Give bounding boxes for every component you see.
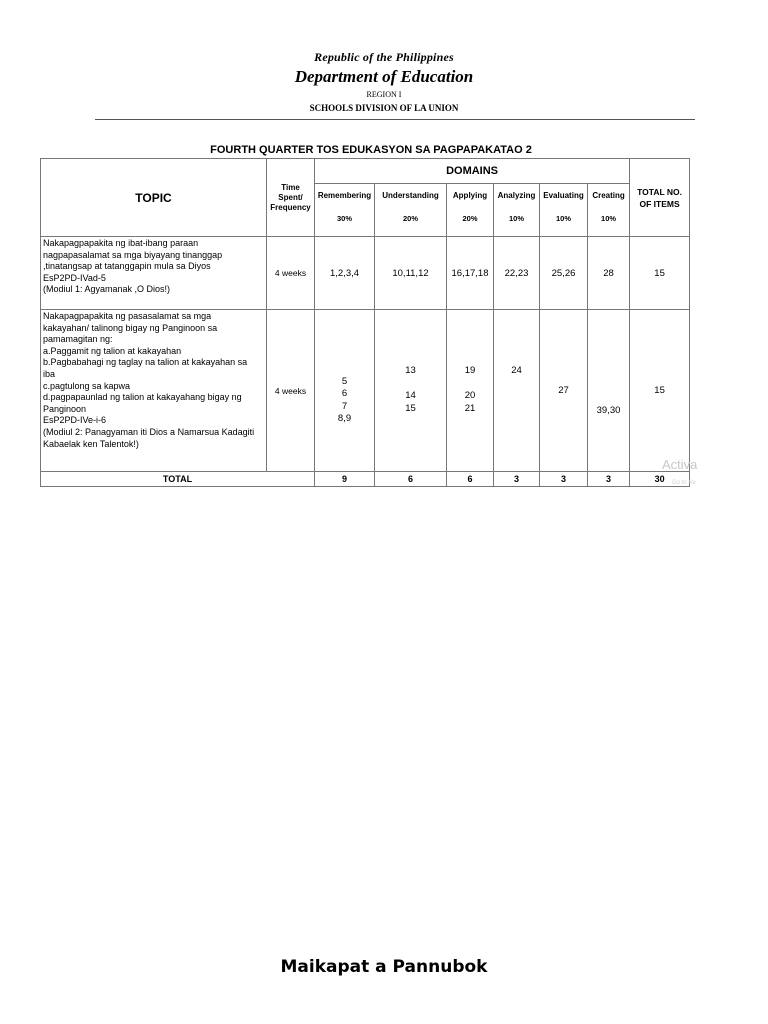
department-name: Department of Education <box>294 67 474 86</box>
understanding-cell: 10,11,12 <box>375 237 447 310</box>
understanding-cell: 13 14 15 <box>375 310 447 472</box>
header-analyzing: Analyzing 10% <box>494 184 540 237</box>
analyzing-cell: 24 <box>494 310 540 472</box>
totals-row <box>41 472 690 487</box>
total-cell: 15 <box>630 237 690 310</box>
time-cell: 4 weeks <box>267 310 315 472</box>
header-total-items: TOTAL NO. OF ITEMS <box>630 159 690 237</box>
total-cell: 15 <box>630 310 690 472</box>
activation-watermark: Activa <box>662 457 698 472</box>
creating-cell: 28 <box>588 237 630 310</box>
header-domains: DOMAINS <box>315 159 630 184</box>
activation-watermark-sub: Go to Se <box>672 480 696 486</box>
remembering-cell: 1,2,3,4 <box>315 237 375 310</box>
header-remembering: Remembering 30% <box>315 184 375 237</box>
tos-table <box>40 158 690 487</box>
evaluating-cell: 25,26 <box>540 237 588 310</box>
header-applying: Applying 20% <box>447 184 494 237</box>
republic-line: Republic of the Philippines <box>314 50 454 64</box>
creating-cell: 39,30 <box>588 310 630 472</box>
time-cell: 4 weeks <box>267 237 315 310</box>
region-line: REGION I <box>366 90 402 99</box>
table-row <box>41 310 690 472</box>
total-analyzing: 3 <box>494 472 540 487</box>
header-divider <box>95 119 695 120</box>
header-topic: TOPIC <box>41 159 267 237</box>
topic-cell: Nakapagpapakita ng pasasalamat sa mga kakayahan/ talinong bigay ng Panginoon sa pamamagitan ng: a.Paggamit ng talion at kakayahan b.Pagbabahagi ng taglay na talion at kakayahan sa iba c.pagtulong sa kapwa d.pagpapaunlad ng talion at kakayahang bigay ng Panginoon EsP2PD-IVe-i-6 (Modiul 2: Panagyaman iti Dios a Namarsua Kadagiti Kabaelak ken Talentok!) <box>41 310 267 472</box>
letterhead <box>0 50 768 113</box>
total-applying: 6 <box>447 472 494 487</box>
total-creating: 3 <box>588 472 630 487</box>
applying-cell: 16,17,18 <box>447 237 494 310</box>
applying-cell: 19 20 21 <box>447 310 494 472</box>
division-line: SCHOOLS DIVISION OF LA UNION <box>309 103 459 113</box>
header-evaluating: Evaluating 10% <box>540 184 588 237</box>
total-understanding: 6 <box>375 472 447 487</box>
header-understanding: Understanding 20% <box>375 184 447 237</box>
total-items: 30 <box>630 472 690 487</box>
tos-title: FOURTH QUARTER TOS EDUKASYON SA PAGPAPAKATAO 2 <box>210 144 532 156</box>
table-row <box>41 237 690 310</box>
evaluating-cell: 27 <box>540 310 588 472</box>
header-time: Time Spent/ Frequency <box>267 159 315 237</box>
remembering-cell: 5 6 7 8,9 <box>315 310 375 472</box>
analyzing-cell: 22,23 <box>494 237 540 310</box>
header-creating: Creating 10% <box>588 184 630 237</box>
total-evaluating: 3 <box>540 472 588 487</box>
total-label: TOTAL <box>41 472 315 487</box>
total-remembering: 9 <box>315 472 375 487</box>
topic-cell: Nakapagpapakita ng ibat-ibang paraan nagpapasalamat sa mga biyayang tinanggap ,tinatangsap at tatanggapin mula sa Diyos EsP2PD-IVad-5 (Modiul 1: Agyamanak ,O Dios!) <box>41 237 267 310</box>
footer-title: Maikapat a Pannubok <box>280 957 488 977</box>
